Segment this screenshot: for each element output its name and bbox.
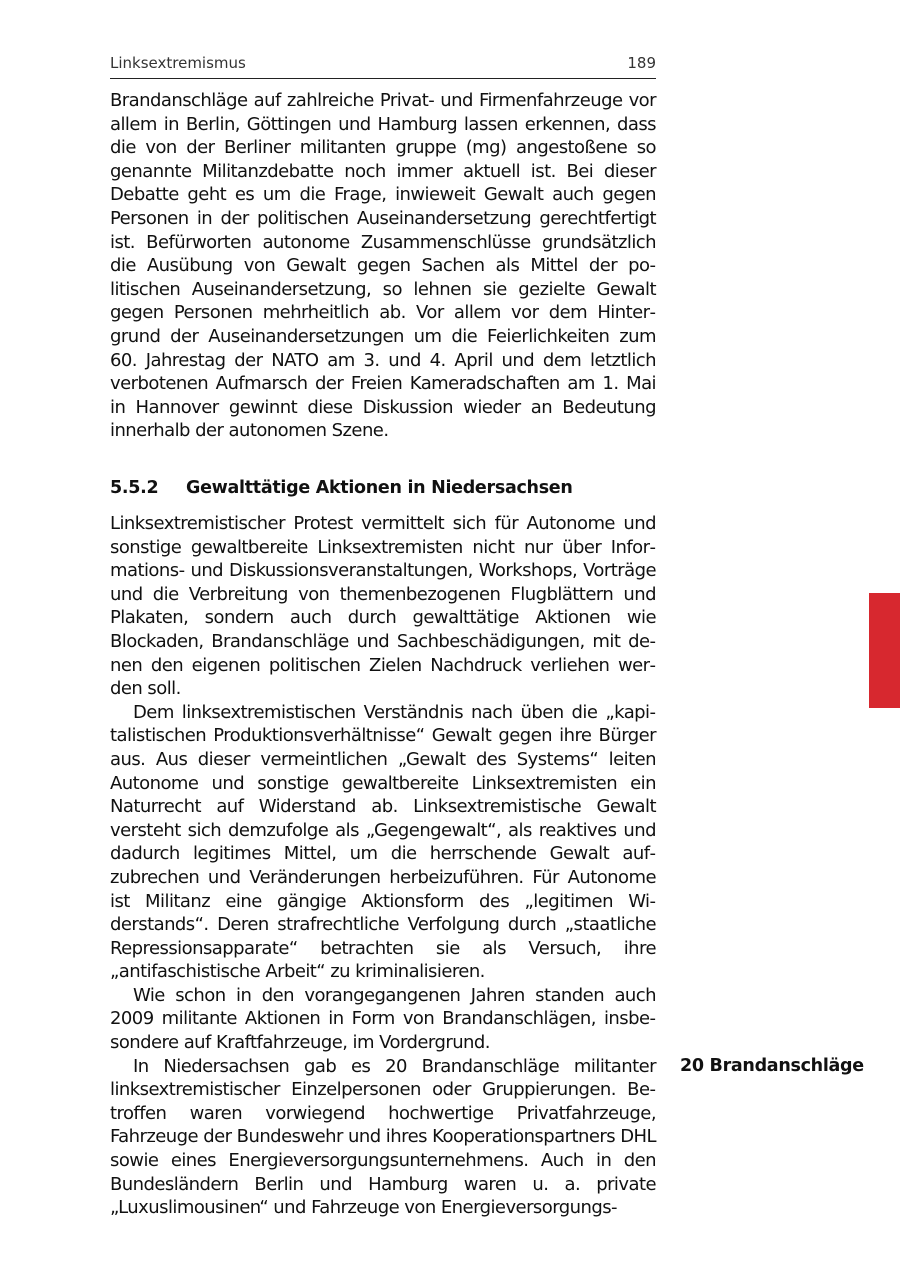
- running-header: [110, 54, 656, 79]
- body-paragraph-1: Linksextremistischer Protest vermittelt sich für Autonome und sonstige gewaltbereite Linksextremisten nicht nur über Informations- und Diskussionsveranstaltungen, Workshops, Vorträge und die Verbreitung von themenbezogenen Flugblättern und Plakaten, sondern auch durch gewalttätige Aktionen wie Blockaden, Brandanschläge und Sachbeschädigungen, mit denen den eigenen politischen Zielen Nachdruck verliehen werden soll.: [110, 513, 656, 700]
- page-number: 189: [627, 54, 656, 72]
- body-paragraph-3: Wie schon in den vorangegangenen Jahren standen auch 2009 militante Aktionen in Form von Brandanschlägen, insbesondere auf Kraftfahrzeuge, im Vordergrund.: [110, 984, 656, 1054]
- body-paragraph-4: In Niedersachsen gab es 20 Brandanschläge militanter linksextremistischer Einzelpersonen oder Gruppierungen. Betroffen waren vorwiegend hochwertige Privatfahrzeuge, Fahrzeuge der Bundeswehr und ihres Kooperationspartners DHL sowie eines Energieversorgungsunternehmens. Auch in den Bundesländern Berlin und Hamburg waren u. a. private „Luxuslimousinen“ und Fahrzeuge von Energieversorgungs-: [110, 1055, 656, 1219]
- running-title: Linksextremismus: [110, 54, 246, 72]
- section-title: Gewalttätige Aktionen in Niedersachsen: [186, 478, 573, 498]
- intro-text-block: [110, 89, 656, 443]
- section-number: 5.5.2: [110, 478, 159, 498]
- body-paragraph-2: Dem linksextremistischen Verständnis nach üben die „kapitalistischen Produktionsverhältnisse“ Gewalt gegen ihre Bürger aus. Aus dieser vermeintlichen „Gewalt des Systems“ leiten Autonome und sonstige gewaltbereite Linksextremisten ein Naturrecht auf Widerstand ab. Linksextremistische Gewalt versteht sich demzufolge als „Gegengewalt“, als reaktives und dadurch legitimes Mittel, um die herrschende Gewalt aufzubrechen und Veränderungen herbeizuführen. Für Autonome ist Militanz eine gängige Aktionsform des „legitimen Widerstands“. Deren strafrechtliche Verfolgung durch „staatliche Repressionsapparate“ betrachten sie als Versuch, ihre „antifaschistische Arbeit“ zu kriminalisieren.: [110, 701, 656, 983]
- section-body: [110, 512, 656, 1220]
- section-heading: [110, 478, 656, 498]
- chapter-tab-marker: [869, 593, 900, 708]
- marginal-note: 20 Brandanschläge: [680, 1056, 864, 1076]
- intro-paragraph: Brandanschläge auf zahlreiche Privat- und Firmenfahrzeuge vor allem in Berlin, Göttingen und Hamburg lassen erkennen, dass die von der Berliner militanten gruppe (mg) angestoßene so genannte Militanzdebatte noch immer aktuell ist. Bei dieser Debatte geht es um die Frage, inwieweit Gewalt auch gegen Personen in der politischen Auseinandersetzung gerechtfertigt ist. Befürworten autonome Zusammenschlüsse grundsätzlich die Ausübung von Gewalt gegen Sachen als Mittel der politischen Auseinandersetzung, so lehnen sie gezielte Gewalt gegen Personen mehrheitlich ab. Vor allem vor dem Hintergrund der Auseinandersetzungen um die Feierlichkeiten zum 60. Jahrestag der NATO am 3. und 4. April und dem letztlich verbotenen Aufmarsch der Freien Kameradschaften am 1. Mai in Hannover gewinnt diese Diskussion wieder an Bedeutung innerhalb der autonomen Szene.: [110, 90, 656, 442]
